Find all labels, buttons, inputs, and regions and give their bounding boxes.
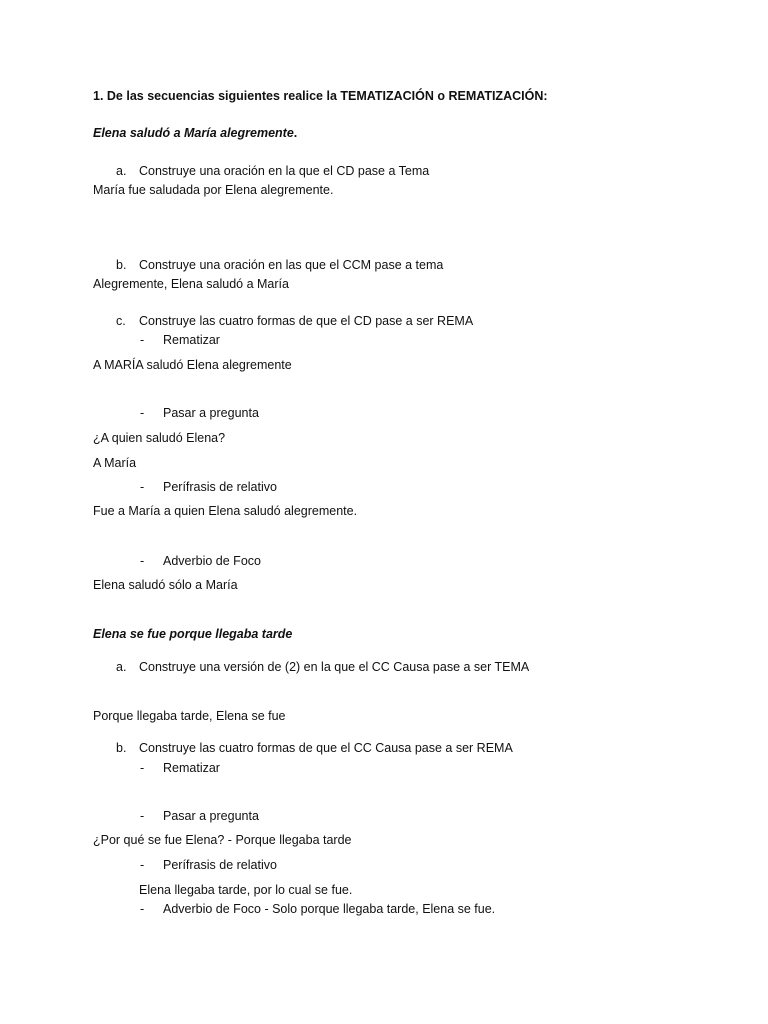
section2-b-marker: b.	[116, 741, 127, 755]
section2-a-answer: Porque llegaba tarde, Elena se fue	[93, 709, 286, 723]
section2-b-item-pregunta: Pasar a pregunta	[163, 809, 259, 823]
section1-c-dash-3: -	[140, 480, 145, 494]
section1-a-answer: María fue saludada por Elena alegremente.	[93, 183, 334, 197]
section1-c-item-perifrasis: Perífrasis de relativo	[163, 480, 277, 494]
section2-subject: Elena se fue porque llegaba tarde	[93, 627, 293, 641]
section1-c-perifrasis-answer: Fue a María a quien Elena saludó alegremente.	[93, 504, 358, 518]
section1-subject-period: .	[293, 126, 298, 140]
section1-a-prompt: Construye una oración en la que el CD pase a Tema	[139, 164, 430, 178]
section1-c-marker: c.	[116, 314, 126, 328]
section1-c-foco-answer: Elena saludó sólo a María	[93, 578, 238, 592]
section2-b-item-foco: Adverbio de Foco - Solo porque llegaba tarde, Elena se fue.	[163, 902, 496, 916]
section1-c-item-rematizar: Rematizar	[163, 333, 220, 347]
section1-c-dash-4: -	[140, 554, 145, 568]
section1-c-pregunta-question: ¿A quien saludó Elena?	[93, 431, 226, 445]
section2-a-prompt: Construye una versión de (2) en la que el CC Causa pase a ser TEMA	[139, 660, 530, 674]
section1-b-marker: b.	[116, 258, 127, 272]
section1-b-answer: Alegremente, Elena saludó a María	[93, 277, 289, 291]
section1-c-item-foco: Adverbio de Foco	[163, 554, 261, 568]
section2-b-item-perifrasis: Perífrasis de relativo	[163, 858, 277, 872]
section2-b-prompt: Construye las cuatro formas de que el CC Causa pase a ser REMA	[139, 741, 513, 755]
section2-a-marker: a.	[116, 660, 127, 674]
exercise-heading: 1. De las secuencias siguientes realice la TEMATIZACIÓN o REMATIZACIÓN:	[93, 89, 548, 103]
section1-c-pregunta-answer: A María	[93, 456, 137, 470]
section1-c-item-pregunta: Pasar a pregunta	[163, 406, 259, 420]
section2-b-dash-3: -	[140, 858, 145, 872]
section2-b-dash-1: -	[140, 761, 145, 775]
section2-b-perifrasis-answer: Elena llegaba tarde, por lo cual se fue.	[139, 883, 353, 897]
section1-subject-text: Elena saludó a María alegremente	[93, 126, 294, 140]
section1-c-dash-2: -	[140, 406, 145, 420]
section2-b-pregunta-answer: ¿Por qué se fue Elena? - Porque llegaba tarde	[93, 833, 352, 847]
section2-b-dash-2: -	[140, 809, 145, 823]
section1-a-marker: a.	[116, 164, 127, 178]
section2-b-dash-4: -	[140, 902, 145, 916]
section1-subject	[93, 125, 297, 141]
section1-b-prompt: Construye una oración en las que el CCM pase a tema	[139, 258, 444, 272]
section2-b-item-rematizar: Rematizar	[163, 761, 220, 775]
section1-c-dash-1: -	[140, 333, 145, 347]
section1-c-prompt: Construye las cuatro formas de que el CD pase a ser REMA	[139, 314, 474, 328]
section1-c-rematizar-answer: A MARÍA saludó Elena alegremente	[93, 358, 292, 372]
